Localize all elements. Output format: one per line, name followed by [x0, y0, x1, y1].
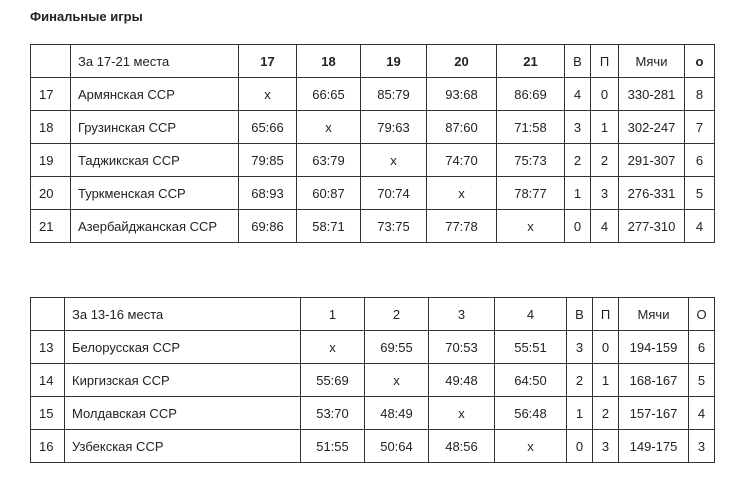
- result-cell: 63:79: [297, 144, 361, 177]
- col-header: 2: [365, 298, 429, 331]
- table-row: [31, 111, 715, 144]
- col-header: 1: [301, 298, 365, 331]
- wins-cell: 3: [567, 331, 593, 364]
- result-cell: 69:55: [365, 331, 429, 364]
- result-cell: 79:63: [361, 111, 427, 144]
- wins-cell: 1: [567, 397, 593, 430]
- team-name: Киргизская ССР: [65, 364, 301, 397]
- points-cell: 6: [685, 144, 715, 177]
- result-cell: 58:71: [297, 210, 361, 243]
- wins-header: В: [565, 45, 591, 78]
- losses-cell: 0: [591, 78, 619, 111]
- result-cell: x: [239, 78, 297, 111]
- result-cell: 66:65: [297, 78, 361, 111]
- points-cell: 4: [689, 397, 715, 430]
- balls-cell: 149-175: [619, 430, 689, 463]
- wins-header: В: [567, 298, 593, 331]
- col-header: 20: [427, 45, 497, 78]
- losses-cell: 2: [593, 397, 619, 430]
- balls-header: Мячи: [619, 298, 689, 331]
- losses-cell: 4: [591, 210, 619, 243]
- place-header: [31, 45, 71, 78]
- team-name: Узбекская ССР: [65, 430, 301, 463]
- balls-cell: 194-159: [619, 331, 689, 364]
- place-cell: 14: [31, 364, 65, 397]
- result-cell: 65:66: [239, 111, 297, 144]
- result-cell: x: [429, 397, 495, 430]
- table-header-row: [31, 45, 715, 78]
- place-cell: 17: [31, 78, 71, 111]
- table-row: [31, 364, 715, 397]
- result-cell: 71:58: [497, 111, 565, 144]
- losses-cell: 2: [591, 144, 619, 177]
- wins-cell: 0: [567, 430, 593, 463]
- col-header: 3: [429, 298, 495, 331]
- points-cell: 7: [685, 111, 715, 144]
- result-cell: 79:85: [239, 144, 297, 177]
- result-cell: 87:60: [427, 111, 497, 144]
- team-name: Белорусская ССР: [65, 331, 301, 364]
- result-cell: 55:51: [495, 331, 567, 364]
- result-cell: x: [301, 331, 365, 364]
- points-cell: 3: [689, 430, 715, 463]
- table-row: [31, 210, 715, 243]
- result-cell: 93:68: [427, 78, 497, 111]
- result-cell: 70:53: [429, 331, 495, 364]
- balls-cell: 330-281: [619, 78, 685, 111]
- team-name: Молдавская ССР: [65, 397, 301, 430]
- result-cell: 75:73: [497, 144, 565, 177]
- result-cell: x: [497, 210, 565, 243]
- table-row: [31, 430, 715, 463]
- result-cell: 50:64: [365, 430, 429, 463]
- col-header: 19: [361, 45, 427, 78]
- points-cell: 5: [685, 177, 715, 210]
- group-title: За 17-21 места: [71, 45, 239, 78]
- place-cell: 21: [31, 210, 71, 243]
- wins-cell: 2: [567, 364, 593, 397]
- col-header: 21: [497, 45, 565, 78]
- wins-cell: 3: [565, 111, 591, 144]
- table-row: [31, 397, 715, 430]
- wins-cell: 4: [565, 78, 591, 111]
- place-cell: 18: [31, 111, 71, 144]
- result-cell: x: [427, 177, 497, 210]
- result-cell: 85:79: [361, 78, 427, 111]
- table-row: [31, 78, 715, 111]
- result-cell: 77:78: [427, 210, 497, 243]
- team-name: Грузинская ССР: [71, 111, 239, 144]
- losses-cell: 0: [593, 331, 619, 364]
- col-header: 17: [239, 45, 297, 78]
- result-cell: 86:69: [497, 78, 565, 111]
- wins-cell: 1: [565, 177, 591, 210]
- balls-header: Мячи: [619, 45, 685, 78]
- team-name: Азербайджанская ССР: [71, 210, 239, 243]
- losses-cell: 1: [593, 364, 619, 397]
- col-header: 4: [495, 298, 567, 331]
- points-header: О: [689, 298, 715, 331]
- result-cell: 53:70: [301, 397, 365, 430]
- balls-cell: 168-167: [619, 364, 689, 397]
- points-cell: 5: [689, 364, 715, 397]
- result-cell: x: [365, 364, 429, 397]
- balls-cell: 277-310: [619, 210, 685, 243]
- team-name: Армянская ССР: [71, 78, 239, 111]
- result-cell: x: [361, 144, 427, 177]
- table-row: [31, 331, 715, 364]
- balls-cell: 276-331: [619, 177, 685, 210]
- result-cell: 60:87: [297, 177, 361, 210]
- points-cell: 4: [685, 210, 715, 243]
- team-name: Туркменская ССР: [71, 177, 239, 210]
- place-cell: 20: [31, 177, 71, 210]
- wins-cell: 0: [565, 210, 591, 243]
- result-cell: 48:56: [429, 430, 495, 463]
- balls-cell: 157-167: [619, 397, 689, 430]
- result-cell: 55:69: [301, 364, 365, 397]
- result-cell: 69:86: [239, 210, 297, 243]
- result-cell: 48:49: [365, 397, 429, 430]
- losses-header: П: [591, 45, 619, 78]
- place-cell: 19: [31, 144, 71, 177]
- points-cell: 6: [689, 331, 715, 364]
- wins-cell: 2: [565, 144, 591, 177]
- table-row: [31, 177, 715, 210]
- result-cell: 74:70: [427, 144, 497, 177]
- standings-table-17-21: [30, 44, 715, 243]
- result-cell: 68:93: [239, 177, 297, 210]
- result-cell: x: [495, 430, 567, 463]
- table-row: [31, 144, 715, 177]
- points-cell: 8: [685, 78, 715, 111]
- result-cell: 78:77: [497, 177, 565, 210]
- result-cell: 70:74: [361, 177, 427, 210]
- place-cell: 16: [31, 430, 65, 463]
- balls-cell: 291-307: [619, 144, 685, 177]
- standings-table-13-16: [30, 297, 715, 463]
- result-cell: 73:75: [361, 210, 427, 243]
- place-header: [31, 298, 65, 331]
- table-header-row: [31, 298, 715, 331]
- losses-cell: 3: [591, 177, 619, 210]
- result-cell: 56:48: [495, 397, 567, 430]
- losses-header: П: [593, 298, 619, 331]
- result-cell: 51:55: [301, 430, 365, 463]
- result-cell: 49:48: [429, 364, 495, 397]
- balls-cell: 302-247: [619, 111, 685, 144]
- team-name: Таджикская ССР: [71, 144, 239, 177]
- col-header: 18: [297, 45, 361, 78]
- result-cell: x: [297, 111, 361, 144]
- losses-cell: 1: [591, 111, 619, 144]
- group-title: За 13-16 места: [65, 298, 301, 331]
- losses-cell: 3: [593, 430, 619, 463]
- place-cell: 15: [31, 397, 65, 430]
- page-heading: Финальные игры: [30, 9, 143, 24]
- result-cell: 64:50: [495, 364, 567, 397]
- place-cell: 13: [31, 331, 65, 364]
- points-header: о: [685, 45, 715, 78]
